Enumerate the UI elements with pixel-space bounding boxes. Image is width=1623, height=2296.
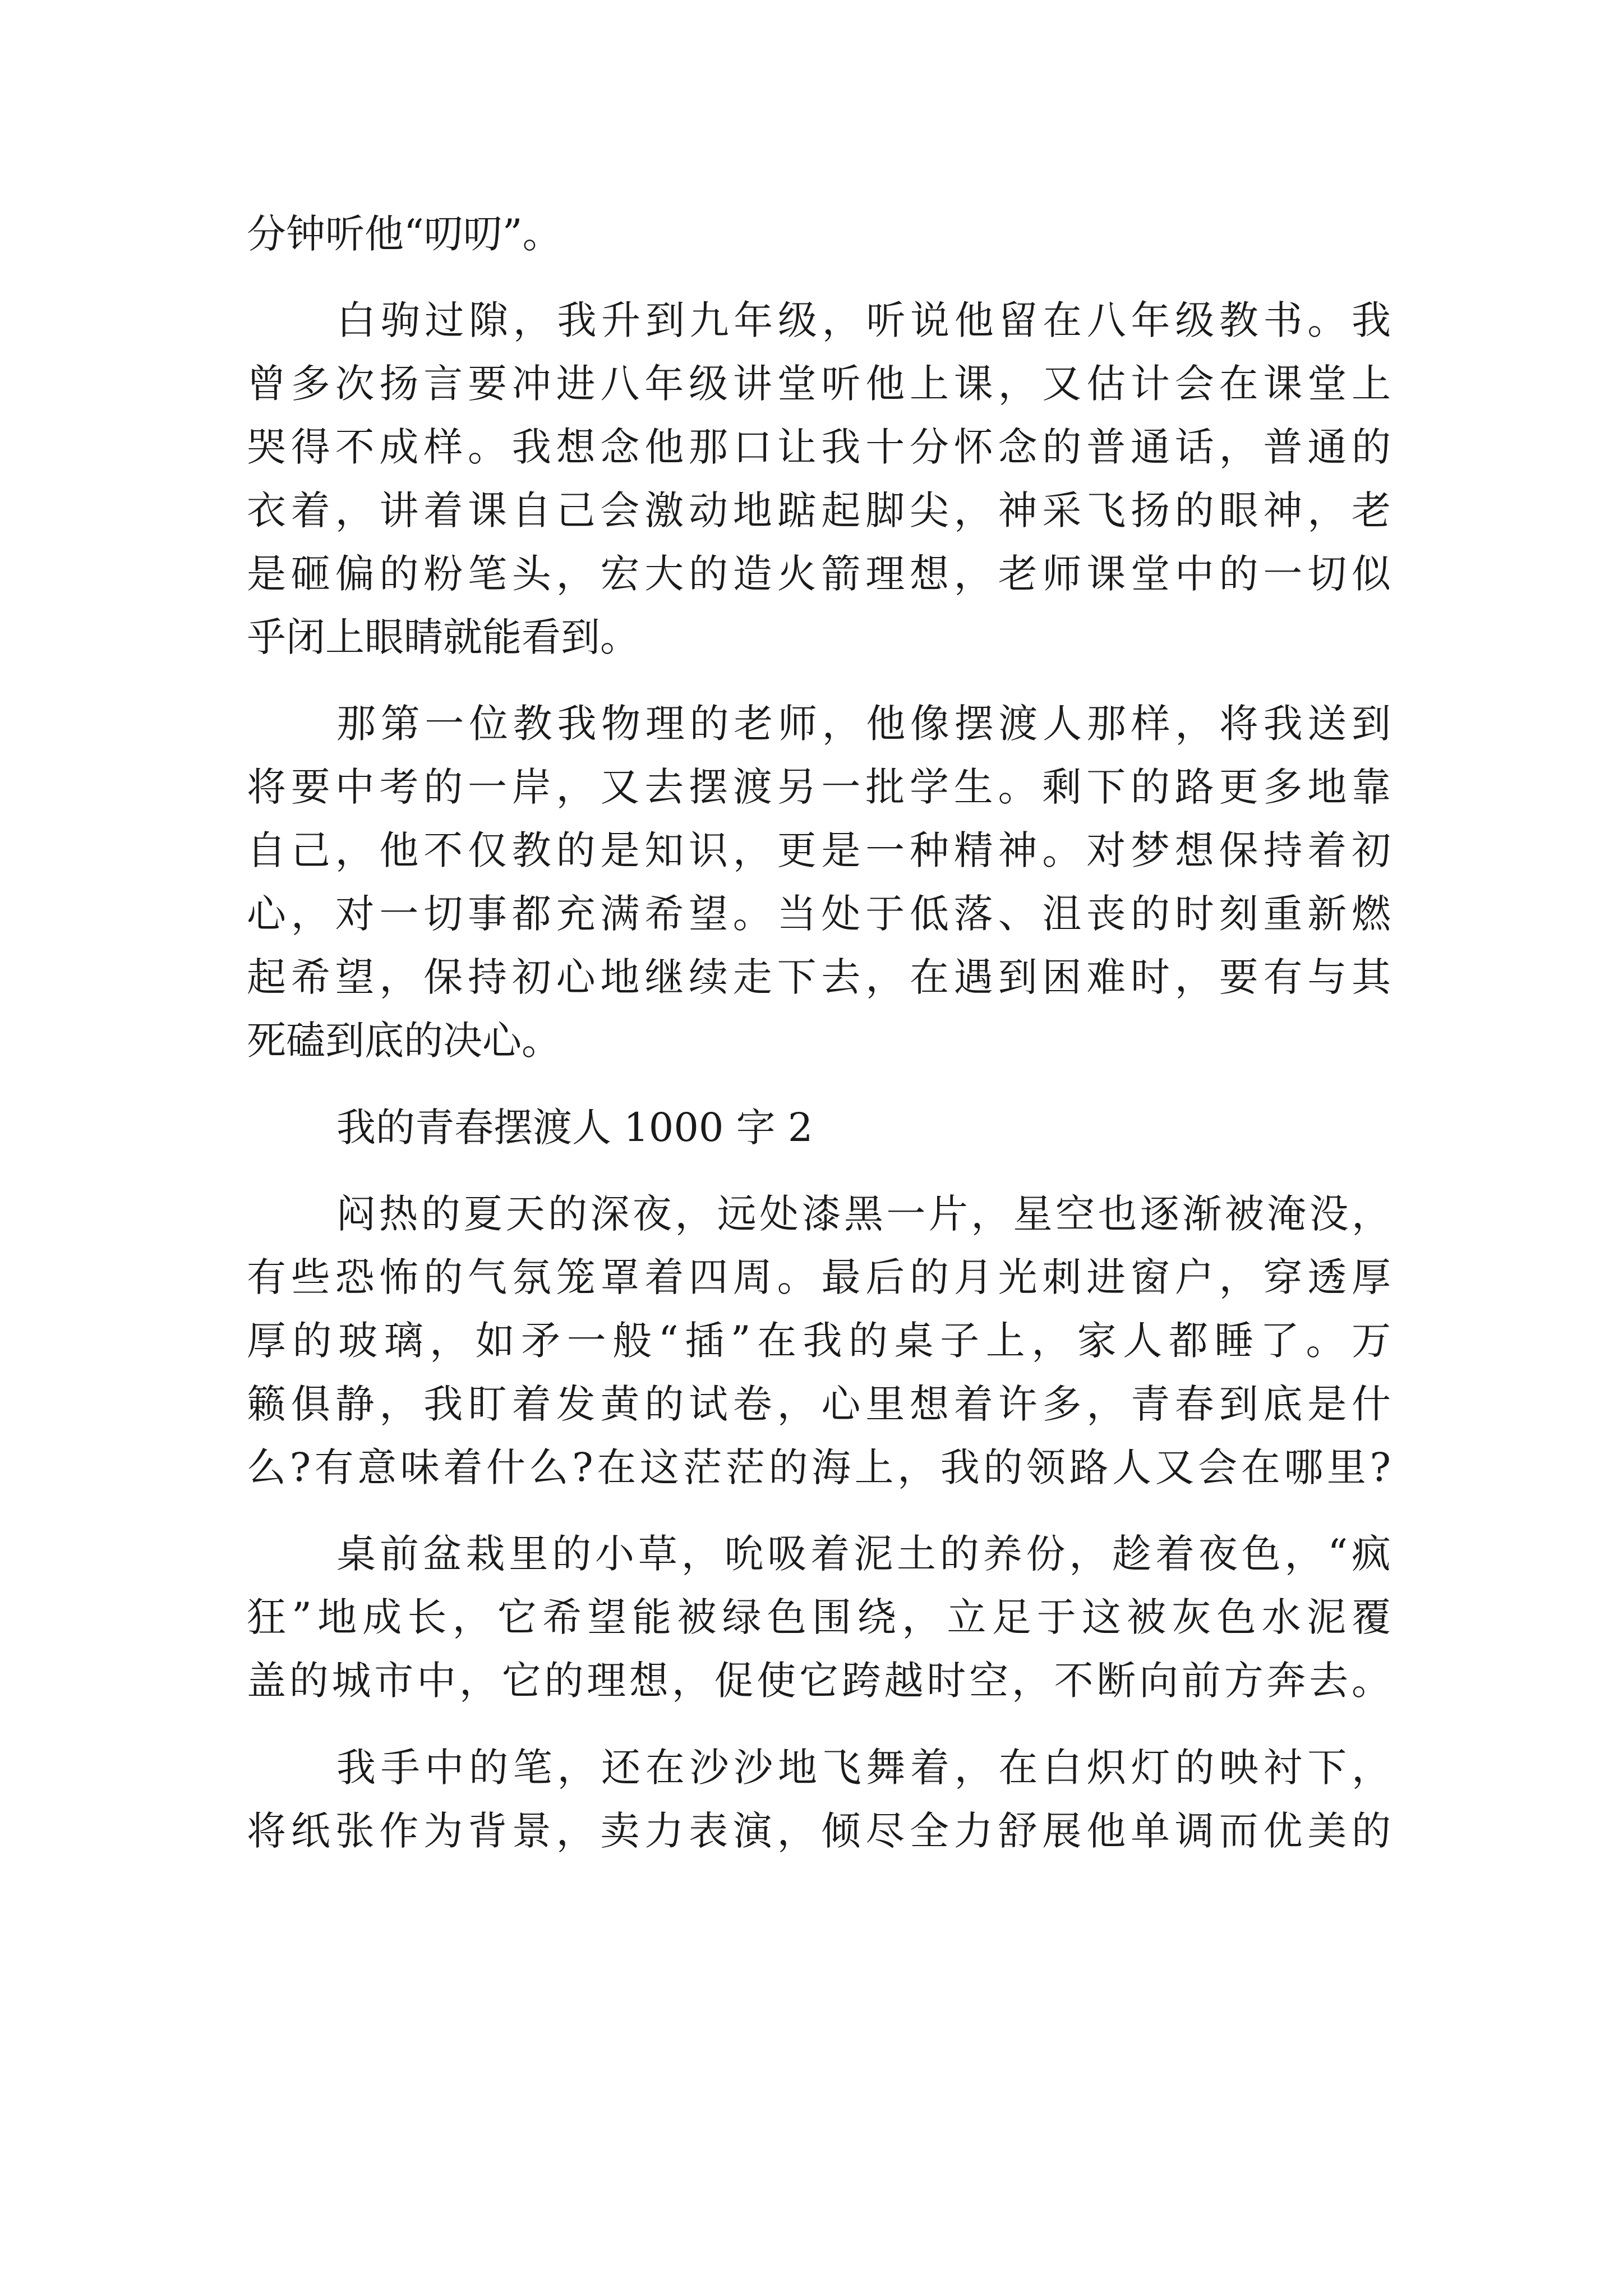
text-line: 哭得不成样。我想念他那口让我十分怀念的普通话，普通的 <box>247 424 1391 470</box>
text-line: 白驹过隙，我升到九年级，听说他留在八年级教书。我 <box>336 297 1391 343</box>
text-line: 厚的玻璃，如矛一般“插”在我的桌子上，家人都睡了。万 <box>247 1318 1391 1364</box>
text-line: 桌前盆栽里的小草，吮吸着泥土的养份，趁着夜色，“疯 <box>336 1531 1391 1577</box>
text-line: 起希望，保持初心地继续走下去，在遇到困难时，要有与其 <box>247 954 1391 1000</box>
text-line: 闷热的夏天的深夜，远处漆黑一片，星空也逐渐被淹没， <box>336 1191 1391 1237</box>
text-line: 将要中考的一岸，又去摆渡另一批学生。剩下的路更多地靠 <box>247 764 1391 810</box>
text-line: 那第一位教我物理的老师，他像摆渡人那样，将我送到 <box>336 701 1391 747</box>
text-line: 籁俱静，我盯着发黄的试卷，心里想着许多，青春到底是什 <box>247 1381 1391 1427</box>
text-line: 有些恐怖的气氛笼罩着四周。最后的月光刺进窗户，穿透厚 <box>247 1254 1391 1300</box>
text-line: 将纸张作为背景，卖力表演，倾尽全力舒展他单调而优美的 <box>247 1808 1391 1854</box>
text-line: 盖的城市中，它的理想，促使它跨越时空，不断向前方奔去。 <box>247 1658 1391 1704</box>
text-line: 死磕到底的决心。 <box>247 1018 561 1064</box>
text-line: 衣着，讲着课自己会激动地踮起脚尖，神采飞扬的眼神，老 <box>247 487 1391 533</box>
text-line: 么?有意味着什么?在这茫茫的海上，我的领路人又会在哪里? <box>247 1444 1391 1490</box>
text-line: 是砸偏的粉笔头，宏大的造火箭理想，老师课堂中的一切似 <box>247 551 1391 597</box>
section-heading: 我的青春摆渡人 1000 字 2 <box>336 1105 813 1151</box>
text-line: 曾多次扬言要冲进八年级讲堂听他上课，又估计会在课堂上 <box>247 361 1391 407</box>
text-line: 乎闭上眼睛就能看到。 <box>247 614 639 660</box>
text-line: 狂”地成长，它希望能被绿色围绕，立足于这被灰色水泥覆 <box>247 1594 1391 1640</box>
text-line: 我手中的笔，还在沙沙地飞舞着，在白炽灯的映衬下， <box>336 1745 1391 1791</box>
text-line: 自己，他不仅教的是知识，更是一种精神。对梦想保持着初 <box>247 827 1391 873</box>
text-line: 心，对一切事都充满希望。当处于低落、沮丧的时刻重新燃 <box>247 891 1391 937</box>
text-line: 分钟听他“叨叨”。 <box>247 211 562 257</box>
